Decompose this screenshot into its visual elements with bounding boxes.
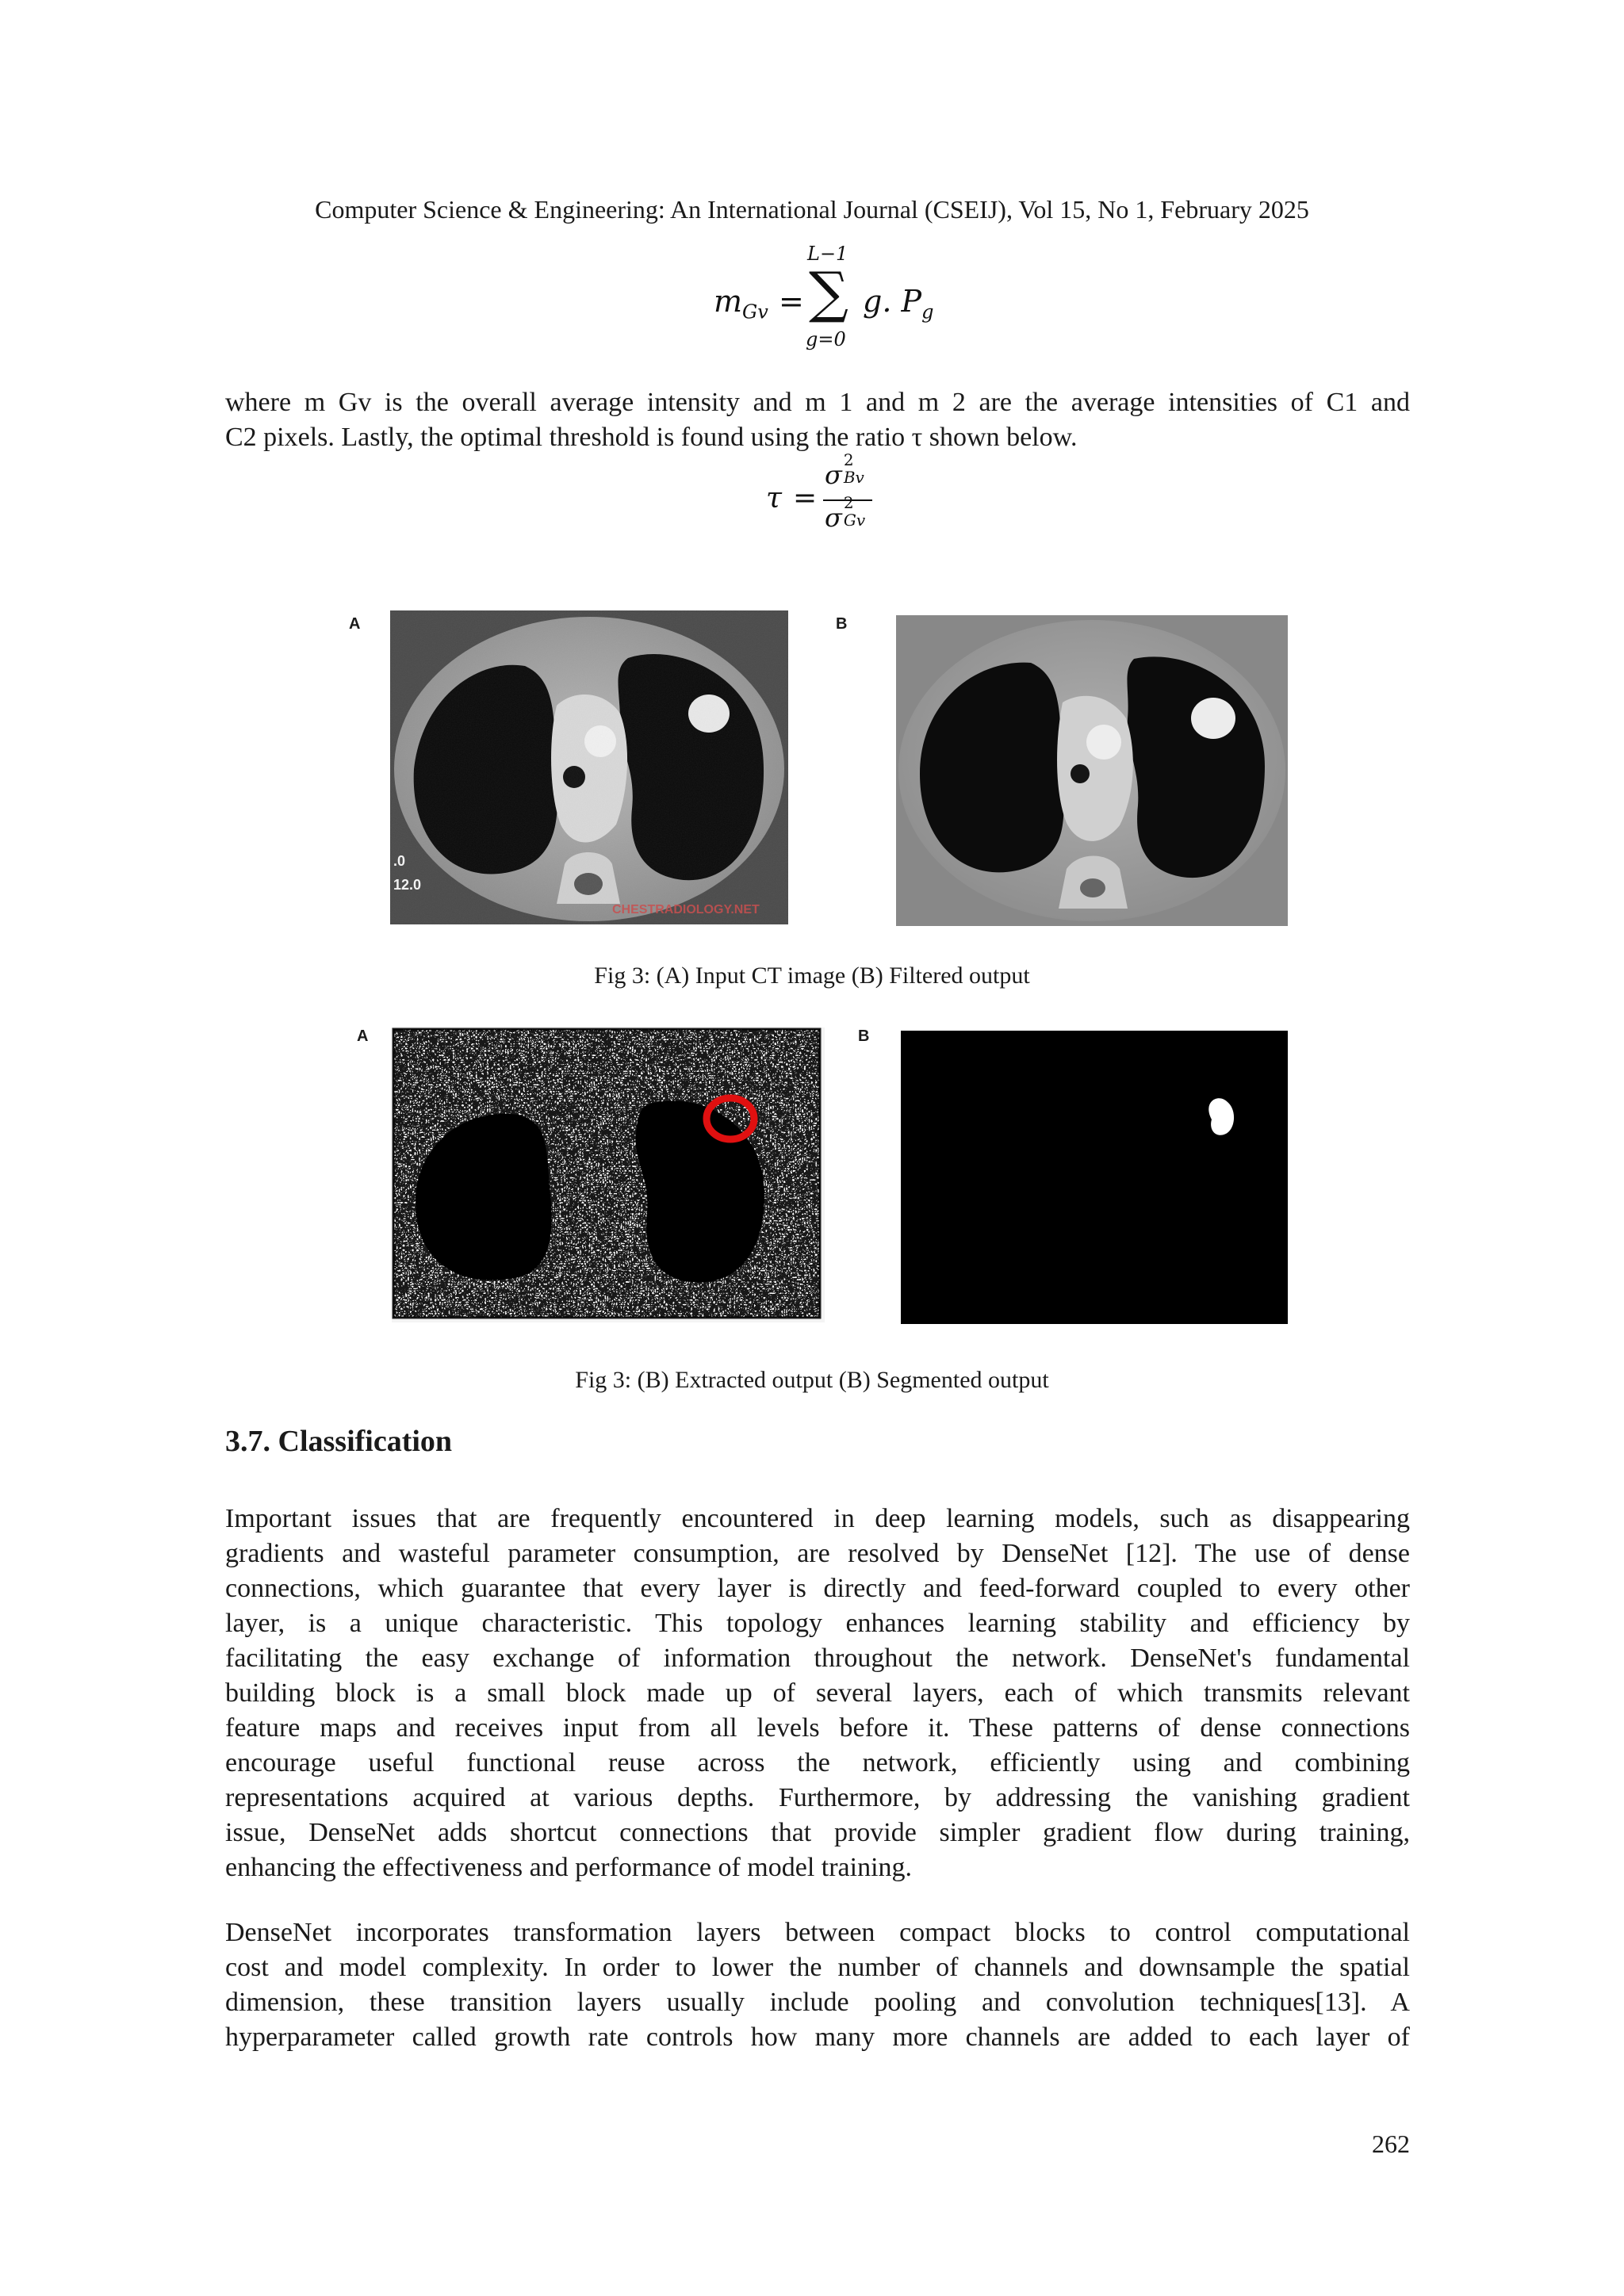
text-line: connections, which guarantee that every layer is directly and feed-forward coupled to every other — [225, 1574, 1410, 1603]
eq2-numerator: σ 2 Bv — [825, 450, 864, 490]
equation-mean-intensity — [714, 238, 952, 357]
eq1-term: g. $P_g$ — [863, 284, 934, 323]
ct-watermark: CHESTRADIOLOGY.NET — [612, 903, 760, 916]
panel-label-b: B — [858, 1027, 870, 1045]
journal-header: Computer Science & Engineering: An International Journal (CSEIJ), Vol 15, No 1, February 2025 — [315, 195, 1309, 224]
text-line: building block is a small block made up of several layers, each of which transmits relevant — [225, 1678, 1410, 1708]
text-line: enhancing the effectiveness and performance of model training. — [225, 1853, 913, 1882]
text-line: facilitating the easy exchange of information throughout the network. DenseNet's fundamental — [225, 1644, 1410, 1673]
figure-caption-segmentation: Fig 3: (B) Extracted output (B) Segmented output — [575, 1367, 1049, 1393]
figure-caption-ct: Fig 3: (A) Input CT image (B) Filtered output — [594, 962, 1030, 989]
text-line: dimension, these transition layers usually include pooling and convolution techniques[13]. A — [225, 1988, 1410, 2017]
text-line: where m Gv is the overall average intensity and m 1 and m 2 are the average intensities of C1 and — [225, 388, 1410, 417]
paragraph-intensity — [225, 385, 1410, 455]
text-line: gradients and wasteful parameter consumption, are resolved by DenseNet [12]. The use of dense — [225, 1539, 1410, 1568]
panel-label-a: A — [357, 1027, 369, 1045]
eq1-sum-top: L−1 — [807, 243, 848, 265]
text-line: hyperparameter called growth rate controls how many more channels are added to each layer of — [225, 2022, 1410, 2052]
eq1-sum-symbol: ∑ — [809, 260, 848, 325]
paragraph-densenet-intro — [225, 1502, 1410, 1885]
panel-label-a: A — [349, 615, 361, 633]
eq1-equals: = — [779, 284, 804, 319]
input-ct-image — [390, 610, 788, 924]
text-line: C2 pixels. Lastly, the optimal threshold is found using the ratio τ shown below. — [225, 423, 1078, 452]
text-line: Important issues that are frequently encountered in deep learning models, such as disappearing — [225, 1504, 1410, 1533]
segmented-output-image — [901, 1031, 1288, 1324]
text-line: layer, is a unique characteristic. This topology enhances learning stability and efficiency by — [225, 1609, 1410, 1638]
text-line: feature maps and receives input from all levels before it. These patterns of dense connections — [225, 1713, 1410, 1743]
text-line: cost and model complexity. In order to lower the number of channels and downsample the spatial — [225, 1953, 1410, 1982]
text-line: issue, DenseNet adds shortcut connections that provide simpler gradient flow during training, — [225, 1818, 1410, 1847]
filtered-ct-image — [896, 615, 1288, 926]
eq1-sum-bottom: g=0 — [806, 328, 846, 350]
text-line: encourage useful functional reuse across the network, efficiently using and combining — [225, 1748, 1410, 1777]
eq2-lhs: τ — [766, 482, 782, 515]
eq2-denominator: σ 2 Gv — [825, 493, 866, 533]
panel-label-b: B — [836, 615, 848, 633]
text-line: representations acquired at various depths. Furthermore, by addressing the vanishing gradient — [225, 1783, 1410, 1812]
extracted-output-image — [392, 1027, 825, 1322]
eq1-lhs: $m_{Gv}$ — [714, 284, 768, 323]
page-number: 262 — [1372, 2130, 1410, 2158]
ct-label-1: .0 — [393, 853, 406, 869]
equation-threshold-ratio — [766, 450, 893, 539]
ct-label-2: 12.0 — [393, 877, 422, 893]
eq2-equals: = — [793, 482, 818, 515]
paragraph-transition-layers — [225, 1915, 1410, 2055]
section-heading: 3.7. Classification — [225, 1425, 453, 1458]
text-line: DenseNet incorporates transformation layers between compact blocks to control computational — [225, 1918, 1410, 1947]
